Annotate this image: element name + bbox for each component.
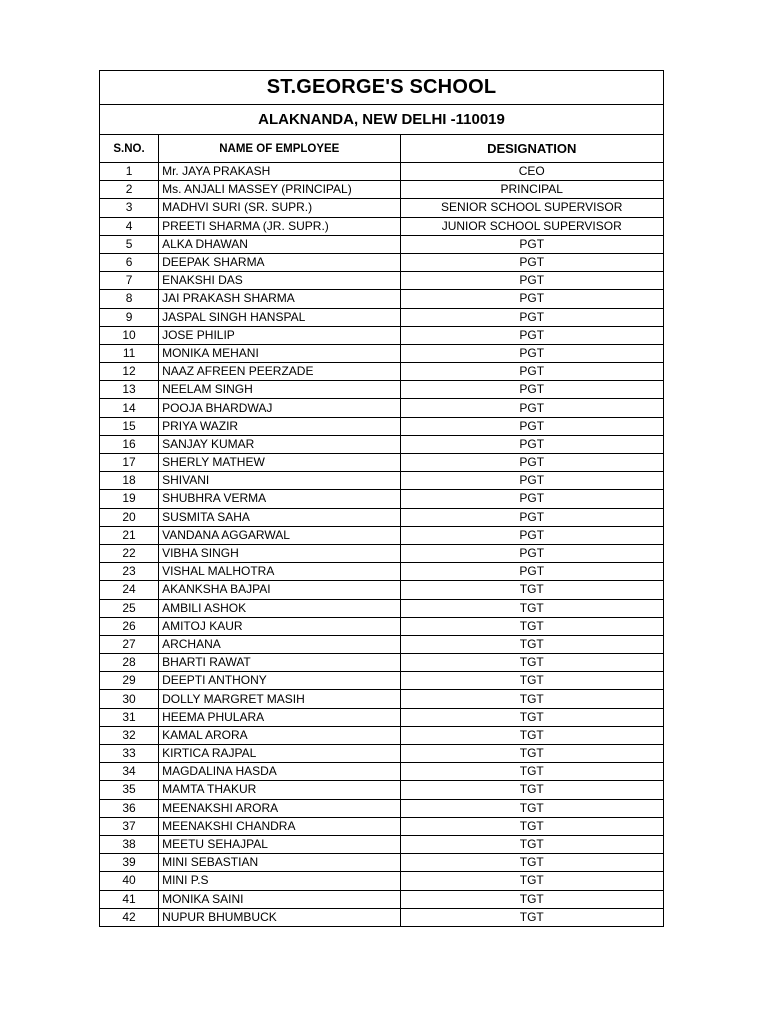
serial-number-cell: 20	[100, 508, 159, 526]
employee-name-cell: BHARTI RAWAT	[159, 654, 400, 672]
employee-name-cell: ALKA DHAWAN	[159, 235, 400, 253]
serial-number-cell: 5	[100, 235, 159, 253]
employee-name-cell: MEENAKSHI CHANDRA	[159, 817, 400, 835]
title-row	[100, 71, 664, 105]
designation-cell: TGT	[400, 799, 664, 817]
designation-cell: PGT	[400, 235, 664, 253]
employee-name-cell: ENAKSHI DAS	[159, 272, 400, 290]
designation-cell: TGT	[400, 781, 664, 799]
serial-number-cell: 28	[100, 654, 159, 672]
employee-name-cell: POOJA BHARDWAJ	[159, 399, 400, 417]
employee-name-cell: Mr. JAYA PRAKASH	[159, 163, 400, 181]
table-row	[100, 563, 664, 581]
designation-cell: TGT	[400, 835, 664, 853]
table-row	[100, 454, 664, 472]
designation-cell: CEO	[400, 163, 664, 181]
designation-cell: PGT	[400, 363, 664, 381]
serial-number-cell: 4	[100, 217, 159, 235]
designation-cell: TGT	[400, 635, 664, 653]
serial-number-cell: 25	[100, 599, 159, 617]
table-row	[100, 544, 664, 562]
designation-cell: TGT	[400, 890, 664, 908]
table-row	[100, 508, 664, 526]
serial-number-cell: 3	[100, 199, 159, 217]
employee-name-cell: MADHVI SURI (SR. SUPR.)	[159, 199, 400, 217]
employee-name-cell: DEEPAK SHARMA	[159, 253, 400, 271]
table-row	[100, 672, 664, 690]
serial-number-cell: 23	[100, 563, 159, 581]
school-name: ST.GEORGE'S SCHOOL	[100, 71, 664, 105]
table-row	[100, 599, 664, 617]
employee-name-cell: PRIYA WAZIR	[159, 417, 400, 435]
serial-number-cell: 2	[100, 181, 159, 199]
employee-name-cell: ARCHANA	[159, 635, 400, 653]
employee-name-cell: DEEPTI ANTHONY	[159, 672, 400, 690]
address-row	[100, 105, 664, 135]
serial-number-cell: 21	[100, 526, 159, 544]
employee-name-cell: JOSE PHILIP	[159, 326, 400, 344]
designation-cell: TGT	[400, 599, 664, 617]
employee-name-cell: NAAZ AFREEN PEERZADE	[159, 363, 400, 381]
table-row	[100, 708, 664, 726]
column-header-row	[100, 135, 664, 163]
designation-cell: TGT	[400, 581, 664, 599]
serial-number-cell: 31	[100, 708, 159, 726]
serial-number-cell: 22	[100, 544, 159, 562]
serial-number-cell: 27	[100, 635, 159, 653]
serial-number-cell: 35	[100, 781, 159, 799]
table-row	[100, 490, 664, 508]
column-header-designation: DESIGNATION	[400, 135, 664, 163]
designation-cell: PGT	[400, 454, 664, 472]
employee-rows	[100, 163, 664, 927]
employee-name-cell: HEEMA PHULARA	[159, 708, 400, 726]
serial-number-cell: 36	[100, 799, 159, 817]
table-row	[100, 854, 664, 872]
table-row	[100, 381, 664, 399]
table-row	[100, 326, 664, 344]
employee-name-cell: VISHAL MALHOTRA	[159, 563, 400, 581]
employee-name-cell: Ms. ANJALI MASSEY (PRINCIPAL)	[159, 181, 400, 199]
serial-number-cell: 15	[100, 417, 159, 435]
employee-name-cell: VIBHA SINGH	[159, 544, 400, 562]
serial-number-cell: 12	[100, 363, 159, 381]
designation-cell: TGT	[400, 745, 664, 763]
table-row	[100, 581, 664, 599]
serial-number-cell: 29	[100, 672, 159, 690]
serial-number-cell: 18	[100, 472, 159, 490]
employee-name-cell: KAMAL ARORA	[159, 726, 400, 744]
designation-cell: TGT	[400, 872, 664, 890]
serial-number-cell: 34	[100, 763, 159, 781]
table-row	[100, 799, 664, 817]
table-row	[100, 235, 664, 253]
table-row	[100, 399, 664, 417]
table-row	[100, 617, 664, 635]
designation-cell: PGT	[400, 563, 664, 581]
table-row	[100, 435, 664, 453]
employee-name-cell: DOLLY MARGRET MASIH	[159, 690, 400, 708]
serial-number-cell: 38	[100, 835, 159, 853]
employee-name-cell: MINI P.S	[159, 872, 400, 890]
serial-number-cell: 42	[100, 908, 159, 926]
table-row	[100, 217, 664, 235]
table-row	[100, 526, 664, 544]
table-row	[100, 781, 664, 799]
column-header-name: NAME OF EMPLOYEE	[159, 135, 400, 163]
designation-cell: PGT	[400, 472, 664, 490]
serial-number-cell: 30	[100, 690, 159, 708]
designation-cell: TGT	[400, 617, 664, 635]
column-header-sno: S.NO.	[100, 135, 159, 163]
designation-cell: PGT	[400, 308, 664, 326]
designation-cell: PGT	[400, 253, 664, 271]
serial-number-cell: 16	[100, 435, 159, 453]
serial-number-cell: 37	[100, 817, 159, 835]
serial-number-cell: 32	[100, 726, 159, 744]
designation-cell: TGT	[400, 908, 664, 926]
employee-name-cell: SHIVANI	[159, 472, 400, 490]
designation-cell: TGT	[400, 672, 664, 690]
designation-cell: TGT	[400, 763, 664, 781]
table-row	[100, 417, 664, 435]
table-row	[100, 308, 664, 326]
designation-cell: PGT	[400, 344, 664, 362]
designation-cell: PGT	[400, 399, 664, 417]
table-row	[100, 181, 664, 199]
designation-cell: PGT	[400, 526, 664, 544]
employee-name-cell: MEETU SEHAJPAL	[159, 835, 400, 853]
table-row	[100, 763, 664, 781]
designation-cell: TGT	[400, 726, 664, 744]
serial-number-cell: 11	[100, 344, 159, 362]
table-row	[100, 472, 664, 490]
designation-cell: SENIOR SCHOOL SUPERVISOR	[400, 199, 664, 217]
employee-name-cell: MAGDALINA HASDA	[159, 763, 400, 781]
serial-number-cell: 13	[100, 381, 159, 399]
designation-cell: PGT	[400, 508, 664, 526]
table-row	[100, 654, 664, 672]
designation-cell: TGT	[400, 708, 664, 726]
table-row	[100, 635, 664, 653]
employee-name-cell: MINI SEBASTIAN	[159, 854, 400, 872]
employee-table	[99, 70, 664, 927]
table-row	[100, 908, 664, 926]
table-row	[100, 690, 664, 708]
employee-name-cell: AMITOJ KAUR	[159, 617, 400, 635]
designation-cell: PRINCIPAL	[400, 181, 664, 199]
designation-cell: PGT	[400, 490, 664, 508]
designation-cell: PGT	[400, 417, 664, 435]
employee-name-cell: JAI PRAKASH SHARMA	[159, 290, 400, 308]
designation-cell: TGT	[400, 690, 664, 708]
designation-cell: TGT	[400, 654, 664, 672]
table-row	[100, 163, 664, 181]
serial-number-cell: 17	[100, 454, 159, 472]
employee-name-cell: MEENAKSHI ARORA	[159, 799, 400, 817]
employee-name-cell: JASPAL SINGH HANSPAL	[159, 308, 400, 326]
serial-number-cell: 8	[100, 290, 159, 308]
employee-name-cell: PREETI SHARMA (JR. SUPR.)	[159, 217, 400, 235]
serial-number-cell: 41	[100, 890, 159, 908]
employee-name-cell: MONIKA MEHANI	[159, 344, 400, 362]
serial-number-cell: 33	[100, 745, 159, 763]
designation-cell: PGT	[400, 272, 664, 290]
employee-name-cell: MAMTA THAKUR	[159, 781, 400, 799]
serial-number-cell: 1	[100, 163, 159, 181]
employee-name-cell: SHERLY MATHEW	[159, 454, 400, 472]
employee-name-cell: MONIKA SAINI	[159, 890, 400, 908]
table-row	[100, 872, 664, 890]
table-row	[100, 817, 664, 835]
serial-number-cell: 39	[100, 854, 159, 872]
serial-number-cell: 9	[100, 308, 159, 326]
designation-cell: TGT	[400, 854, 664, 872]
serial-number-cell: 26	[100, 617, 159, 635]
school-address: ALAKNANDA, NEW DELHI -110019	[100, 105, 664, 135]
serial-number-cell: 7	[100, 272, 159, 290]
table-row	[100, 199, 664, 217]
employee-name-cell: SHUBHRA VERMA	[159, 490, 400, 508]
table-row	[100, 253, 664, 271]
designation-cell: TGT	[400, 817, 664, 835]
serial-number-cell: 19	[100, 490, 159, 508]
designation-cell: PGT	[400, 435, 664, 453]
table-row	[100, 835, 664, 853]
serial-number-cell: 40	[100, 872, 159, 890]
employee-name-cell: KIRTICA RAJPAL	[159, 745, 400, 763]
designation-cell: PGT	[400, 381, 664, 399]
employee-name-cell: AKANKSHA BAJPAI	[159, 581, 400, 599]
designation-cell: PGT	[400, 290, 664, 308]
table-row	[100, 344, 664, 362]
designation-cell: PGT	[400, 326, 664, 344]
employee-name-cell: SANJAY KUMAR	[159, 435, 400, 453]
table-row	[100, 890, 664, 908]
employee-name-cell: NUPUR BHUMBUCK	[159, 908, 400, 926]
serial-number-cell: 10	[100, 326, 159, 344]
serial-number-cell: 14	[100, 399, 159, 417]
table-row	[100, 272, 664, 290]
designation-cell: JUNIOR SCHOOL SUPERVISOR	[400, 217, 664, 235]
employee-name-cell: AMBILI ASHOK	[159, 599, 400, 617]
table-row	[100, 290, 664, 308]
employee-name-cell: SUSMITA SAHA	[159, 508, 400, 526]
designation-cell: PGT	[400, 544, 664, 562]
table-row	[100, 363, 664, 381]
employee-name-cell: VANDANA AGGARWAL	[159, 526, 400, 544]
serial-number-cell: 6	[100, 253, 159, 271]
serial-number-cell: 24	[100, 581, 159, 599]
table-row	[100, 745, 664, 763]
table-row	[100, 726, 664, 744]
employee-name-cell: NEELAM SINGH	[159, 381, 400, 399]
